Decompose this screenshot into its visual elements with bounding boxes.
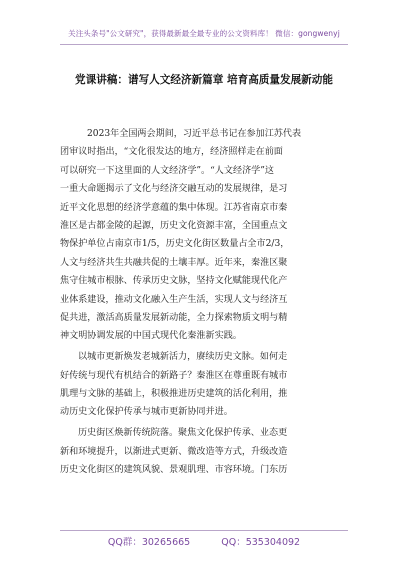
text-line: 人文与经济共生共融共促的土壤丰厚。近年来，秦淮区聚 [60, 257, 288, 268]
text-line: 以城市更新焕发老城新活力，赓续历史文脉。如何走 [78, 352, 288, 363]
header-banner: 关注头条号"公文研究"，获得最新最全最专业的公文资料库！ 微信：gongwenyj [68, 29, 340, 38]
text-line: 神文明协调发展的中国式现代化秦淮新实践。 [60, 331, 242, 342]
text-line: 物保护单位占南京市1/5，历史文化街区数量占全市2/3， [60, 239, 290, 250]
paragraph-1 [60, 125, 350, 346]
document-body [60, 125, 350, 479]
footer [0, 534, 408, 548]
text-line: 促共进，激活高质量发展新动能，全力探索物质文明与精 [60, 312, 288, 323]
text-line: 焦守住城市根脉、传承历史文脉，坚持文化赋能现代化产 [60, 276, 288, 287]
footer-divider [60, 530, 348, 531]
qq-group-number: QQ群：30265665 [107, 537, 191, 548]
text-line: 团审议时指出，“文化很发达的地方，经济照样走在前面 [60, 147, 283, 158]
paragraph-3 [60, 424, 350, 479]
text-line: 可以研究一下这里面的人文经济学”。“人文经济学”这 [60, 165, 275, 176]
text-line: 历史文化街区的建筑风貌、景观肌理、市容环境。门东历 [60, 465, 288, 476]
text-line: 近平文化思想的经济学意蕴的集中体现。江苏省南京市秦 [60, 202, 288, 213]
page-title: 党课讲稿：谱写人文经济新篇章 培育高质量发展新动能 [75, 74, 333, 86]
text-line: 肌理与文脉的基础上，积极推进历史建筑的活化利用，推 [60, 388, 288, 399]
text-line: 历史街区焕新传统院落。聚焦文化保护传承、业态更 [78, 428, 288, 439]
qq-contact-number: QQ：535304092 [221, 537, 301, 548]
text-line: 好传统与现代有机结合的新路子？秦淮区在尊重既有城市 [60, 370, 288, 381]
text-line: 2023年全国两会期间，习近平总书记在参加江苏代表 [87, 129, 302, 139]
paragraph-2 [60, 348, 350, 422]
header-divider [60, 44, 348, 45]
text-line: 动历史文化保护传承与城市更新协同并进。 [60, 407, 233, 418]
text-line: 业体系建设，推动文化融入生产生活，实现人文与经济互 [60, 294, 288, 305]
text-line: 新和环境提升，以渐进式更新、微改造等方式，升级改造 [60, 446, 288, 457]
text-line: 一重大命题揭示了文化与经济交融互动的发展规律，是习 [60, 184, 288, 195]
text-line: 淮区是古都金陵的起源，历史文化资源丰富，全国重点文 [60, 220, 288, 231]
